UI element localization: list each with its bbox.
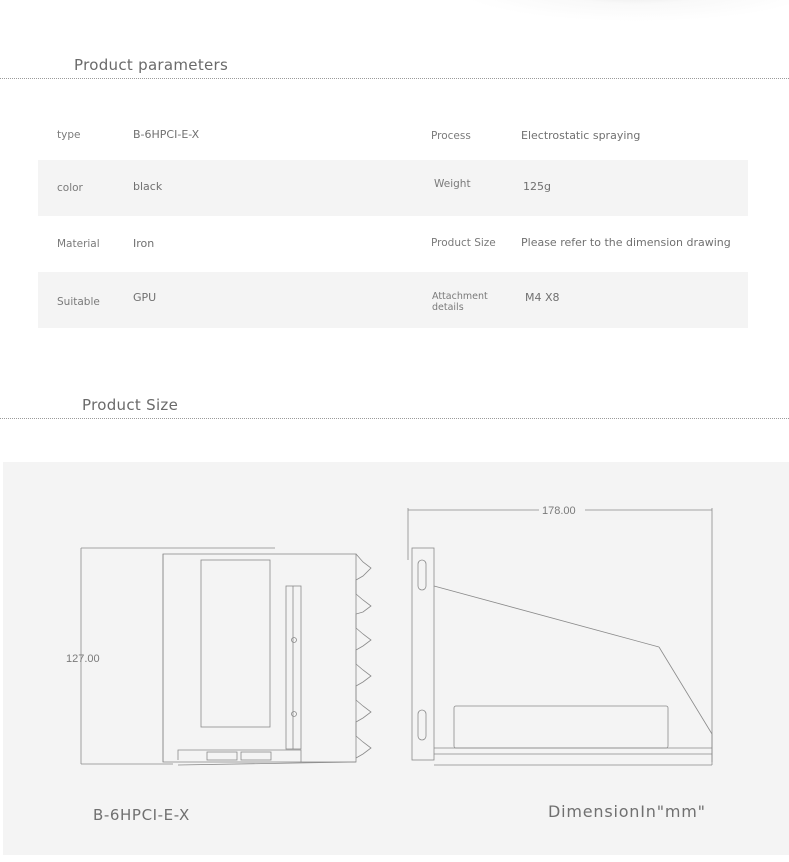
- param-value: M4 X8: [525, 291, 560, 304]
- screw-hole: [292, 638, 297, 643]
- bottom-plate: [178, 750, 301, 762]
- table-row: [38, 216, 748, 272]
- param-label: Suitable: [57, 296, 100, 308]
- bottom-slot: [241, 752, 271, 760]
- top-product-shadow: [450, 0, 789, 22]
- param-label: Process: [431, 130, 471, 142]
- table-row: [38, 160, 748, 216]
- side-plate: [412, 548, 434, 760]
- section-divider: [0, 418, 789, 419]
- product-parameters-title: Product parameters: [74, 56, 229, 74]
- table-row: [38, 272, 748, 328]
- param-value: B-6HPCI-E-X: [133, 128, 200, 141]
- side-diagonal: [659, 647, 712, 734]
- unit-caption: DimensionIn"mm": [548, 802, 706, 821]
- param-label: Material: [57, 238, 100, 250]
- bracket-drawing: [3, 462, 789, 855]
- side-slot: [418, 710, 426, 740]
- param-value: GPU: [133, 291, 157, 304]
- product-size-title: Product Size: [82, 396, 179, 414]
- side-rail: [286, 586, 301, 749]
- side-plate-inner: [454, 706, 668, 748]
- table-row: [38, 104, 748, 160]
- pcie-slot-tabs: [356, 554, 371, 758]
- screw-hole: [292, 712, 297, 717]
- bracket-window: [201, 560, 270, 727]
- dimension-drawing: [3, 462, 789, 855]
- param-label: Product Size: [431, 237, 496, 249]
- param-label: color: [57, 182, 83, 194]
- param-value: black: [133, 180, 163, 193]
- param-value: Electrostatic spraying: [521, 129, 641, 142]
- param-value: 125g: [523, 180, 551, 193]
- parameters-table: [38, 104, 748, 328]
- bottom-edge: [178, 762, 356, 765]
- param-label: Attachment details: [432, 291, 488, 313]
- model-caption: B-6HPCI-E-X: [93, 806, 190, 824]
- bracket-body: [163, 554, 356, 762]
- param-label: Weight: [434, 178, 471, 190]
- side-slot: [418, 560, 426, 590]
- param-value: Please refer to the dimension drawing: [521, 236, 731, 249]
- side-diagonal: [434, 586, 659, 647]
- param-value: Iron: [133, 237, 155, 250]
- section-divider: [0, 78, 789, 79]
- param-label: type: [57, 129, 81, 141]
- height-dimension-label: 127.00: [66, 653, 100, 665]
- bottom-slot: [207, 752, 237, 760]
- width-dimension-label: 178.00: [542, 505, 576, 517]
